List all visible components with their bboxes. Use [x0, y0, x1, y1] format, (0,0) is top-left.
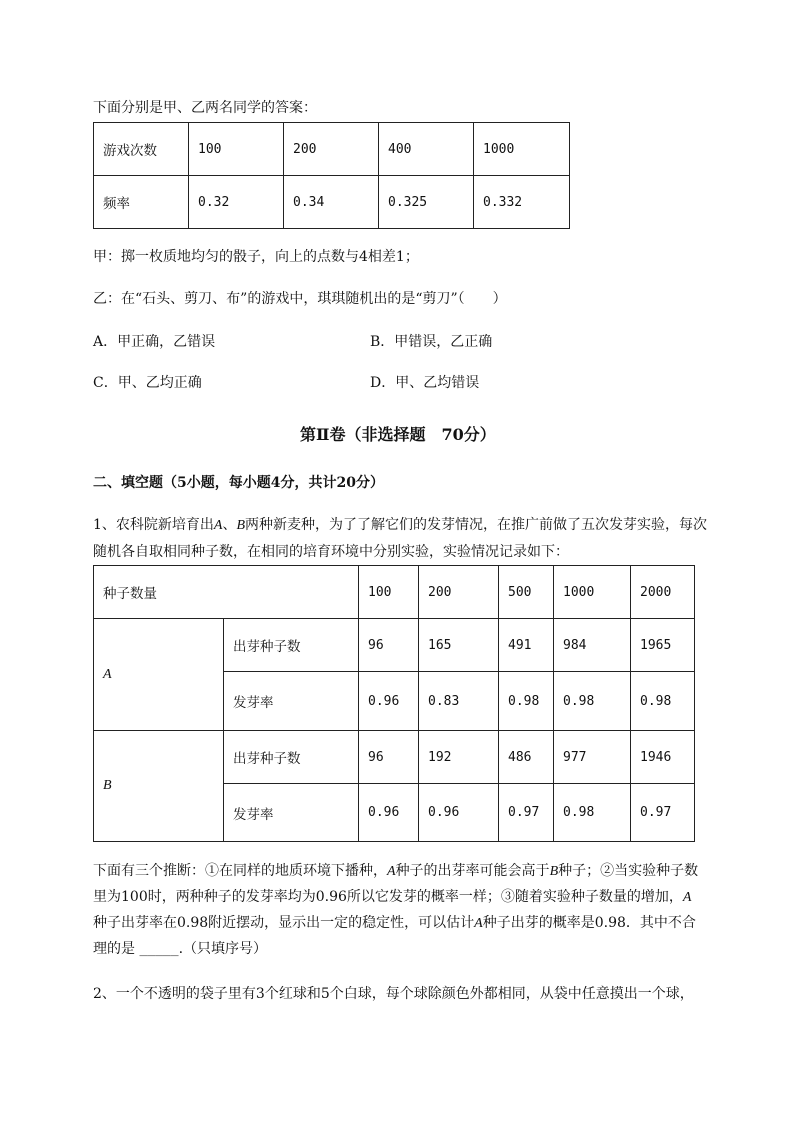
inference-line4	[93, 942, 267, 956]
q1-line1	[93, 518, 707, 533]
inference-text: 种子的出芽率可能会高于	[395, 863, 550, 879]
inference-line3	[93, 916, 696, 931]
jia-answer: 甲：掷一枚质地均匀的骰子，向上的点数与4相差1；	[93, 249, 419, 265]
inference-text: 种子出芽率在0.98附近摆动，显示出一定的稳定性，可以估计	[93, 915, 475, 931]
answer-blank[interactable]: _____	[139, 942, 179, 957]
table-cell: 165	[419, 619, 499, 672]
inference-line1	[93, 864, 698, 879]
table-row	[94, 731, 695, 784]
row-label: 发芽率	[224, 672, 359, 731]
table-cell: 0.325	[379, 176, 474, 229]
table-cell: 491	[499, 619, 554, 672]
row-label: 发芽率	[224, 784, 359, 842]
intro-text: 下面分别是甲、乙两名同学的答案：	[93, 100, 317, 116]
table-cell: 0.332	[474, 176, 570, 229]
table-cell: 0.98	[631, 672, 695, 731]
header-label: 种子数量	[94, 566, 359, 619]
table-cell: 100	[189, 123, 284, 176]
row-label: 频率	[94, 176, 189, 229]
q1-sep: 、	[222, 517, 237, 533]
inference-text: 种子出芽的概率是0.98．其中不合	[482, 915, 696, 931]
yi-answer: 乙：在“石头、剪刀、布”的游戏中，琪琪随机出的是“剪刀”（ ）	[93, 291, 507, 307]
group-label-a: A	[94, 619, 224, 731]
table-cell: 984	[554, 619, 631, 672]
header-cell: 100	[359, 566, 419, 619]
table-cell: 0.97	[499, 784, 554, 842]
table-cell: 0.98	[554, 672, 631, 731]
var-b: B	[236, 518, 246, 533]
option-b: B．甲错误，乙正确	[370, 334, 493, 350]
inference-text: .（只填序号）	[178, 941, 268, 957]
table-cell: 96	[359, 731, 419, 784]
table-row	[94, 619, 695, 672]
table-cell: 977	[554, 731, 631, 784]
table-cell: 96	[359, 619, 419, 672]
section2-heading: 二、填空题（5小题，每小题4分，共计20分）	[93, 475, 384, 491]
option-c: C．甲、乙均正确	[93, 375, 202, 391]
header-cell: 1000	[554, 566, 631, 619]
table-cell: 0.98	[499, 672, 554, 731]
q1-line2: 随机各自取相同种子数，在相同的培育环境中分别实验，实验情况记录如下：	[93, 544, 569, 560]
var-b: B	[549, 864, 559, 879]
var-a: A	[474, 916, 483, 931]
table-cell: 0.96	[359, 784, 419, 842]
row-label: 出芽种子数	[224, 619, 359, 672]
table-cell: 192	[419, 731, 499, 784]
option-d: D．甲、乙均错误	[370, 375, 480, 391]
table-cell: 1946	[631, 731, 695, 784]
header-cell: 500	[499, 566, 554, 619]
seed-table	[93, 565, 695, 842]
table-cell: 0.83	[419, 672, 499, 731]
var-a: A	[682, 890, 692, 905]
q2-line1: 2、一个不透明的袋子里有3个红球和5个白球，每个球除颜色外都相同，从袋中任意摸出一个球，	[93, 986, 694, 1002]
var-a: A	[387, 864, 396, 879]
table-cell: 0.96	[419, 784, 499, 842]
inference-text: 里为100时，两种种子的发芽率均为0.96所以它发芽的概率一样；③随着实验种子数量的增加，	[93, 889, 683, 905]
table-cell: 0.96	[359, 672, 419, 731]
table-cell: 0.98	[554, 784, 631, 842]
table-cell: 0.34	[284, 176, 379, 229]
group-label-b: B	[94, 731, 224, 842]
option-a: A．甲正确，乙错误	[93, 334, 216, 350]
table-cell: 400	[379, 123, 474, 176]
row-label: 出芽种子数	[224, 731, 359, 784]
inference-text: 理的是	[93, 941, 140, 957]
inference-line2	[93, 890, 691, 905]
game-table-row-frequency	[94, 176, 570, 229]
q1-text: 1、农科院新培育出	[93, 517, 214, 533]
row-label: 游戏次数	[94, 123, 189, 176]
inference-text: 种子；②当实验种子数	[558, 863, 699, 879]
inference-text: 下面有三个推断：①在同样的地质环境下播种，	[93, 863, 387, 879]
table-cell: 0.97	[631, 784, 695, 842]
var-a: A	[213, 518, 223, 533]
q1-text: 两种新麦种，为了了解它们的发芽情况，在推广前做了五次发芽实验，每次	[245, 517, 708, 533]
part2-title: 第Ⅱ卷（非选择题 70分）	[300, 425, 496, 444]
table-cell: 1000	[474, 123, 570, 176]
game-table	[93, 122, 570, 229]
table-cell: 486	[499, 731, 554, 784]
game-table-row-plays	[94, 123, 570, 176]
seed-table-header	[94, 566, 695, 619]
header-cell: 2000	[631, 566, 695, 619]
table-cell: 0.32	[189, 176, 284, 229]
table-cell: 1965	[631, 619, 695, 672]
table-cell: 200	[284, 123, 379, 176]
header-cell: 200	[419, 566, 499, 619]
